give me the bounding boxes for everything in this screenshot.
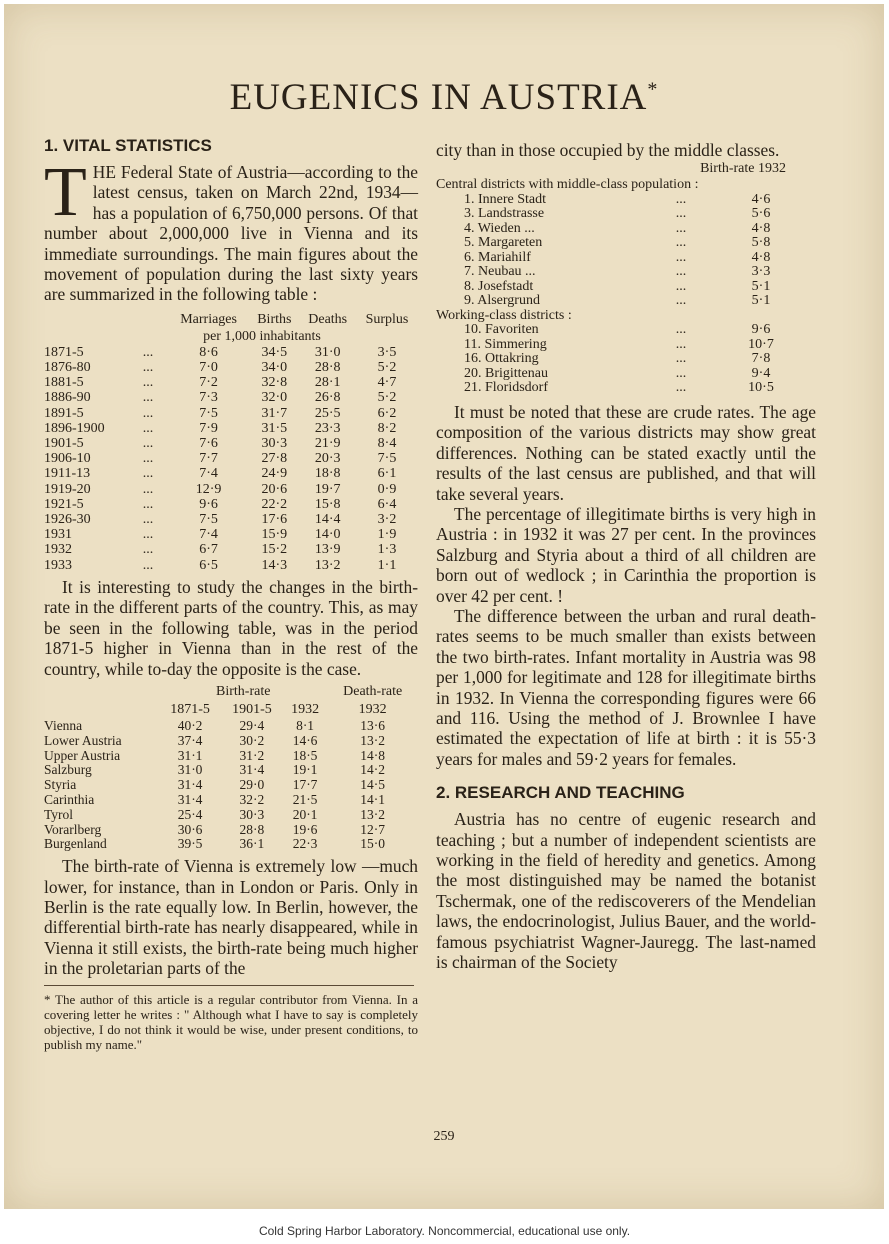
row-period: 1931 xyxy=(44,527,72,543)
cell-value: 28·8 xyxy=(239,821,265,837)
group-label: Central districts with middle-class population : xyxy=(436,177,699,193)
table-row xyxy=(44,345,418,360)
cell-value: 14·8 xyxy=(360,747,386,763)
district-rate: 9·4 xyxy=(751,365,771,381)
cell-value: 22·3 xyxy=(292,836,318,852)
cell-value: 7·4 xyxy=(199,466,218,482)
row-dots: ... xyxy=(675,220,687,236)
col-header-marriages: Marriages xyxy=(180,311,237,327)
row-period: 1871-5 xyxy=(44,344,84,360)
row-dots: ... xyxy=(142,557,154,573)
table-row xyxy=(44,837,418,852)
cell-value: 30·3 xyxy=(261,436,288,452)
row-period: 1926-30 xyxy=(44,512,91,528)
cell-value: 24·9 xyxy=(261,466,288,482)
row-period: 1919-20 xyxy=(44,481,91,497)
table-row xyxy=(436,294,796,309)
row-dots: ... xyxy=(675,322,687,338)
col-header-1932-death: 1932 xyxy=(358,701,387,717)
table-row xyxy=(436,381,796,396)
regional-rates-table xyxy=(44,683,418,852)
row-dots: ... xyxy=(675,206,687,222)
row-dots: ... xyxy=(142,420,154,436)
cell-value: 39·5 xyxy=(177,836,203,852)
cell-value: 13·6 xyxy=(360,717,386,733)
row-dots: ... xyxy=(142,451,154,467)
cell-value: 8·1 xyxy=(296,717,315,733)
cell-value: 6·5 xyxy=(199,557,218,573)
cell-value: 31·7 xyxy=(261,405,288,421)
cell-value: 19·1 xyxy=(292,762,318,778)
cell-value: 34·5 xyxy=(261,344,288,360)
paragraph-death-rates: The difference between the urban and rural death-rates seems to be much smaller than exists between the two birth-rates. Infant mortality in Austria was 98 per 1,000 for legitimate and 128 for illegitimate births in 1932. In Vienna the corresponding figures were 66 and 116. Using the method of J. Brownlee I have estimated the expectation of life at birth : it is 55·3 years for males and 59·2 years for females. xyxy=(436,605,816,769)
cell-value: 17·7 xyxy=(292,777,318,793)
vienna-districts-table xyxy=(436,160,796,396)
row-period: 1876-80 xyxy=(44,360,91,376)
group-row xyxy=(436,178,796,193)
cell-value: 31·4 xyxy=(177,777,203,793)
table-row xyxy=(44,558,418,573)
cell-value: 37·4 xyxy=(177,732,203,748)
cell-value: 14·2 xyxy=(360,762,386,778)
row-period: 1881-5 xyxy=(44,375,84,391)
col-header-1871: 1871-5 xyxy=(170,701,210,717)
article-title: EUGENICS IN AUSTRIA* xyxy=(229,77,659,118)
table-row xyxy=(436,352,796,367)
table-row xyxy=(44,763,418,778)
page-scan xyxy=(4,4,884,1209)
cell-value: 0·9 xyxy=(377,481,397,497)
table-row xyxy=(44,719,418,734)
district-name: 8. Josefstadt xyxy=(464,278,534,294)
table-row xyxy=(436,251,796,266)
table-row xyxy=(44,375,418,390)
district-rate: 4·8 xyxy=(751,249,771,265)
page-number: 259 xyxy=(433,1129,455,1144)
section-heading-research: 2. RESEARCH AND TEACHING xyxy=(436,783,685,803)
cell-value: 17·6 xyxy=(261,512,288,528)
row-dots: ... xyxy=(675,365,687,381)
table-row xyxy=(44,482,418,497)
paragraph-intro: THE Federal State of Austria—according to the latest census, taken on March 22nd, 1934—has a population of 6,750,000 persons. Of that number about 2,000,000 live in Vienna and its immediate surroundings. The main figures about the movement of population during the last sixty years are summarized in the following table : xyxy=(44,154,418,305)
group-header-birth-rate: Birth-rate xyxy=(216,683,271,699)
section-heading-vital-statistics: 1. VITAL STATISTICS xyxy=(44,136,212,155)
cell-value: 15·0 xyxy=(360,836,386,852)
cell-value: 31·1 xyxy=(177,747,203,763)
table-row xyxy=(44,451,418,466)
row-dots: ... xyxy=(142,466,154,482)
row-period: 1891-5 xyxy=(44,405,84,421)
cell-value: 9·6 xyxy=(199,496,218,512)
table-row xyxy=(44,421,418,436)
table-row xyxy=(436,265,796,280)
cell-value: 21·5 xyxy=(292,791,318,807)
district-name: 6. Mariahilf xyxy=(464,249,531,265)
table-row xyxy=(436,323,796,338)
row-dots: ... xyxy=(675,351,687,367)
row-period: 1906-10 xyxy=(44,451,91,467)
row-dots: ... xyxy=(142,496,154,512)
district-name: 20. Brigittenau xyxy=(464,365,548,381)
cell-value: 3·2 xyxy=(377,512,397,528)
table-row xyxy=(44,527,418,542)
cell-value: 14·4 xyxy=(314,512,341,528)
cell-value: 7·5 xyxy=(199,405,218,421)
cell-value: 31·4 xyxy=(239,762,265,778)
cell-value: 19·6 xyxy=(292,821,318,837)
district-name: 21. Floridsdorf xyxy=(464,380,548,396)
cell-value: 15·8 xyxy=(314,496,341,512)
district-name: 16. Ottakring xyxy=(464,351,539,367)
district-name: 10. Favoriten xyxy=(464,322,539,338)
row-province: Tyrol xyxy=(44,806,74,822)
cell-value: 30·3 xyxy=(239,806,265,822)
cell-value: 29·4 xyxy=(239,717,265,733)
paragraph-continued: city than in those occupied by the middle classes. xyxy=(436,140,780,160)
row-province: Vienna xyxy=(44,717,83,733)
cell-value: 31·0 xyxy=(314,344,341,360)
cell-value: 7·5 xyxy=(199,512,218,528)
table-row xyxy=(44,497,418,512)
cell-value: 14·5 xyxy=(360,777,386,793)
paragraph-birthrate-changes: It is interesting to study the changes in the birth-rate in the different parts of the country. This, as may be seen in the following table, was in the period 1871-5 higher in Vienna than in the rest of the country, while to-day the opposite is the case. xyxy=(44,576,418,679)
cell-value: 40·2 xyxy=(177,717,203,733)
cell-value: 30·6 xyxy=(177,821,203,837)
district-name: 4. Wieden ... xyxy=(464,220,535,236)
table-row xyxy=(436,207,796,222)
cell-value: 31·0 xyxy=(177,762,203,778)
row-dots: ... xyxy=(675,278,687,294)
table-row xyxy=(436,222,796,237)
row-dots: ... xyxy=(142,390,154,406)
cell-value: 31·4 xyxy=(177,791,203,807)
cell-value: 7·5 xyxy=(377,451,397,467)
district-name: 1. Innere Stadt xyxy=(464,191,547,207)
row-dots: ... xyxy=(675,293,687,309)
table-row xyxy=(44,808,418,823)
cell-value: 13·9 xyxy=(314,542,341,558)
cell-value: 28·8 xyxy=(314,360,341,376)
district-rate: 5·6 xyxy=(751,206,771,222)
right-column xyxy=(436,140,816,972)
col-header-surplus: Surplus xyxy=(365,311,409,327)
row-period: 1911-13 xyxy=(44,466,91,482)
cell-value: 12·9 xyxy=(195,481,222,497)
row-dots: ... xyxy=(142,375,154,391)
cell-value: 26·8 xyxy=(314,390,341,406)
cell-value: 7·2 xyxy=(199,375,218,391)
row-dots: ... xyxy=(675,380,687,396)
district-rate: 4·8 xyxy=(751,220,771,236)
cell-value: 20·1 xyxy=(292,806,318,822)
cell-value: 12·7 xyxy=(360,821,386,837)
cell-value: 7·0 xyxy=(199,360,218,376)
row-province: Vorarlberg xyxy=(44,821,102,837)
row-province: Carinthia xyxy=(44,791,95,807)
row-province: Salzburg xyxy=(44,762,92,778)
cell-value: 14·0 xyxy=(314,527,341,543)
table-row xyxy=(44,436,418,451)
district-name: 5. Margareten xyxy=(464,235,543,251)
paragraph-crude-rates: It must be noted that these are crude rates. The age composition of the various districts may show great differences. Nothing can be stated exactly until the results of the last census are published, and that will take several years. xyxy=(436,401,816,504)
district-name: 9. Alsergrund xyxy=(464,293,540,309)
district-rate: 10·7 xyxy=(748,336,774,352)
cell-value: 20·3 xyxy=(314,451,341,467)
table-row xyxy=(436,236,796,251)
district-rate: 4·6 xyxy=(751,191,771,207)
row-dots: ... xyxy=(142,405,154,421)
col-header-deaths: Deaths xyxy=(308,311,348,327)
col-header-1932-birth: 1932 xyxy=(291,701,320,717)
table-row xyxy=(44,778,418,793)
group-header-death-rate: Death-rate xyxy=(343,683,403,699)
cell-value: 6·4 xyxy=(377,496,397,512)
cell-value: 5·2 xyxy=(377,390,397,406)
paragraph-vienna-birthrate: The birth-rate of Vienna is extremely low —much lower, for instance, than in London or Paris. Only in Berlin is the rate equally low. In Berlin, however, the differential birth-rate has nearly disappeared, while in Vienna it still exists, the birth-rate being much higher in the proletarian parts of the xyxy=(44,856,418,979)
cell-value: 4·7 xyxy=(377,375,397,391)
group-row xyxy=(436,309,796,324)
cell-value: 27·8 xyxy=(261,451,288,467)
cell-value: 30·2 xyxy=(239,732,265,748)
cell-value: 15·2 xyxy=(261,542,288,558)
district-rate: 5·1 xyxy=(751,278,771,294)
table-row xyxy=(436,367,796,382)
row-dots: ... xyxy=(142,360,154,376)
cell-value: 13·2 xyxy=(360,732,386,748)
cell-value: 7·6 xyxy=(199,436,218,452)
cell-value: 8·6 xyxy=(199,344,218,360)
district-rate: 5·1 xyxy=(751,293,771,309)
cell-value: 13·2 xyxy=(360,806,386,822)
table-row xyxy=(44,793,418,808)
cell-value: 32·2 xyxy=(239,791,265,807)
row-period: 1933 xyxy=(44,557,72,573)
cell-value: 18·8 xyxy=(314,466,341,482)
cell-value: 29·0 xyxy=(239,777,265,793)
cell-value: 22·2 xyxy=(261,496,288,512)
cell-value: 5·2 xyxy=(377,360,397,376)
cell-value: 14·6 xyxy=(292,732,318,748)
row-dots: ... xyxy=(142,512,154,528)
cell-value: 15·9 xyxy=(261,527,288,543)
paragraph-illegitimate: The percentage of illegitimate births is very high in Austria : in 1932 it was 27 per cent. In the provinces Salzburg and Styria about a third of all children are born out of wedlock ; in Carinthia the proportion is over 42 per cent. ! xyxy=(436,503,816,606)
row-dots: ... xyxy=(675,264,687,280)
row-dots: ... xyxy=(142,481,154,497)
cell-value: 1·9 xyxy=(377,527,397,543)
cell-value: 6·1 xyxy=(377,466,397,482)
footnote-rule xyxy=(44,985,414,986)
cell-value: 18·5 xyxy=(292,747,318,763)
cell-value: 20·6 xyxy=(261,481,288,497)
row-period: 1886-90 xyxy=(44,390,91,406)
table-row xyxy=(44,542,418,557)
row-dots: ... xyxy=(142,527,154,543)
row-dots: ... xyxy=(675,235,687,251)
row-period: 1921-5 xyxy=(44,496,84,512)
cell-value: 25·4 xyxy=(177,806,203,822)
cell-value: 31·2 xyxy=(239,747,265,763)
col-header-1901: 1901-5 xyxy=(232,701,272,717)
cell-value: 23·3 xyxy=(314,420,341,436)
district-rate: 9·6 xyxy=(751,322,771,338)
row-dots: ... xyxy=(142,542,154,558)
col-header-birth-rate-1932: Birth-rate 1932 xyxy=(700,161,786,177)
cell-value: 7·3 xyxy=(199,390,218,406)
row-province: Upper Austria xyxy=(44,747,121,763)
table-row xyxy=(436,338,796,353)
group-label: Working-class districts : xyxy=(436,307,572,323)
district-name: 7. Neubau ... xyxy=(464,264,536,280)
left-column xyxy=(44,136,418,1052)
cell-value: 8·4 xyxy=(377,436,397,452)
row-dots: ... xyxy=(675,249,687,265)
cell-value: 32·0 xyxy=(261,390,288,406)
cell-value: 7·7 xyxy=(199,451,218,467)
district-rate: 3·3 xyxy=(751,264,771,280)
cell-value: 32·8 xyxy=(261,375,288,391)
population-movement-table xyxy=(44,311,418,573)
cell-value: 3·5 xyxy=(377,344,397,360)
row-province: Lower Austria xyxy=(44,732,122,748)
row-period: 1901-5 xyxy=(44,436,84,452)
table-row xyxy=(436,193,796,208)
row-period: 1932 xyxy=(44,542,72,558)
district-rate: 7·8 xyxy=(751,351,771,367)
cell-value: 8·2 xyxy=(377,420,397,436)
table-row xyxy=(44,734,418,749)
cell-value: 1·1 xyxy=(377,557,397,573)
cell-value: 14·3 xyxy=(261,557,288,573)
cell-value: 31·5 xyxy=(261,420,288,436)
cell-value: 6·2 xyxy=(377,405,397,421)
cell-value: 28·1 xyxy=(314,375,341,391)
cell-value: 25·5 xyxy=(314,405,341,421)
table-row xyxy=(44,823,418,838)
cell-value: 1·3 xyxy=(377,542,397,558)
row-province: Burgenland xyxy=(44,836,107,852)
row-period: 1896-1900 xyxy=(44,420,105,436)
row-province: Styria xyxy=(44,777,77,793)
cell-value: 19·7 xyxy=(314,481,341,497)
table-row xyxy=(44,406,418,421)
col-header-births: Births xyxy=(257,311,292,327)
paragraph-research: Austria has no centre of eugenic research and teaching ; but a number of independent scientists are working in the field of heredity and genetics. Among the most distinguished may be named the botanist Tschermak, one of the rediscoverers of the Mendelian laws, the endocrinologist, Julius Bauer, and the world-famous psychiatrist Wagner-Jauregg. The last-named is chairman of the Society xyxy=(436,809,816,973)
table-row xyxy=(436,280,796,295)
row-dots: ... xyxy=(142,344,154,360)
table-row xyxy=(44,512,418,527)
row-dots: ... xyxy=(142,436,154,452)
district-name: 11. Simmering xyxy=(464,336,547,352)
cell-value: 21·9 xyxy=(314,436,341,452)
table-row xyxy=(44,749,418,764)
cell-value: 7·9 xyxy=(199,420,218,436)
district-name: 3. Landstrasse xyxy=(464,206,545,222)
cell-value: 34·0 xyxy=(261,360,288,376)
col-subheader: per 1,000 inhabitants xyxy=(203,328,321,344)
district-rate: 5·8 xyxy=(751,235,771,251)
footnote: * The author of this article is a regular contributor from Vienna. In a covering letter he writes : " Although what I have to say is completely objective, I do not think it would be wise, under present conditions, to publish my name." xyxy=(44,991,418,1052)
cell-value: 6·7 xyxy=(199,542,218,558)
row-dots: ... xyxy=(675,191,687,207)
table-row xyxy=(44,466,418,481)
cell-value: 36·1 xyxy=(239,836,265,852)
district-rate: 10·5 xyxy=(748,380,774,396)
drop-cap: T xyxy=(44,154,87,231)
cell-value: 7·4 xyxy=(199,527,218,543)
row-dots: ... xyxy=(675,336,687,352)
cell-value: 14·1 xyxy=(360,791,386,807)
table-row xyxy=(44,390,418,405)
table-row xyxy=(44,360,418,375)
cell-value: 13·2 xyxy=(314,557,341,573)
credit-line: Cold Spring Harbor Laboratory. Noncommercial, educational use only. xyxy=(258,1224,631,1238)
